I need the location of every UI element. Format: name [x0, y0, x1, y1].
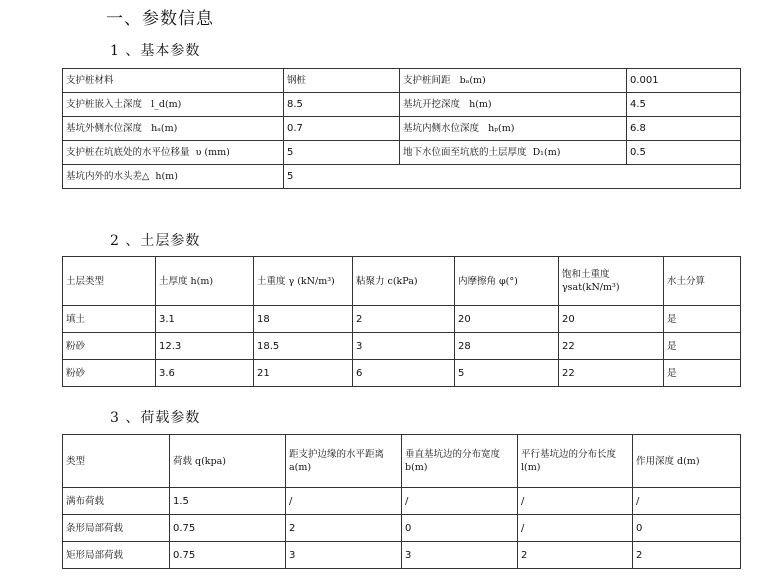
- value-cell: 5: [284, 141, 400, 165]
- table-cell: 0: [402, 515, 518, 542]
- table-cell: 是: [664, 360, 741, 387]
- value-cell: 8.5: [284, 93, 400, 117]
- table-cell: 是: [664, 333, 741, 360]
- unit-text: D₁(m): [532, 147, 561, 158]
- table-row: [63, 333, 741, 360]
- table-cell: 粉砂: [63, 333, 156, 360]
- table-cell: 2: [518, 542, 633, 569]
- table-row: [63, 117, 741, 141]
- table-cell: 22: [559, 333, 664, 360]
- table-cell: 3.6: [156, 360, 254, 387]
- table-cell: /: [518, 515, 633, 542]
- table-cell: 是: [664, 306, 741, 333]
- table-cell: 20: [455, 306, 559, 333]
- column-header: 粘聚力 c(kPa): [353, 257, 455, 306]
- unit-text: hₐ(m): [151, 123, 178, 134]
- column-header: 饱和土重度 γsat(kN/m³): [559, 257, 664, 306]
- unit-text: bₐ(m): [459, 75, 486, 86]
- table-cell: 矩形局部荷载: [63, 542, 170, 569]
- table-cell: 粉砂: [63, 360, 156, 387]
- table-cell: /: [286, 488, 402, 515]
- table-row: [63, 488, 741, 515]
- unit-text: l_d(m): [151, 99, 182, 110]
- table-cell: 3: [353, 333, 455, 360]
- table-cell: 0.75: [170, 542, 286, 569]
- value-cell: 0.7: [284, 117, 400, 141]
- value-cell: 5: [284, 165, 741, 189]
- column-header: 土重度 γ (kN/m³): [254, 257, 353, 306]
- table-cell: 6: [353, 360, 455, 387]
- table-cell: 5: [455, 360, 559, 387]
- table-cell: 22: [559, 360, 664, 387]
- table-header-row: [63, 257, 741, 306]
- basic-params-title: 1 、基本参数: [110, 43, 201, 59]
- table-cell: 填土: [63, 306, 156, 333]
- soil-params-title: 2 、土层参数: [110, 233, 201, 249]
- unit-text: h(m): [155, 171, 178, 182]
- value-cell: 0.001: [627, 69, 741, 93]
- table-row: [63, 542, 741, 569]
- table-cell: /: [402, 488, 518, 515]
- column-header: 土厚度 h(m): [156, 257, 254, 306]
- table-cell: 3: [402, 542, 518, 569]
- label-cell: 支护桩间距 bₐ(m): [400, 69, 627, 93]
- table-row: [63, 360, 741, 387]
- table-cell: 3: [286, 542, 402, 569]
- column-header: 距支护边缘的水平距离 a(m): [286, 435, 402, 488]
- table-cell: 21: [254, 360, 353, 387]
- unit-text: h(m): [469, 99, 492, 110]
- column-header: 类型: [63, 435, 170, 488]
- unit-text: hₚ(m): [488, 123, 515, 134]
- column-header: 荷载 q(kpa): [170, 435, 286, 488]
- table-cell: 0: [633, 515, 741, 542]
- table-row: [63, 69, 741, 93]
- table-cell: 12.3: [156, 333, 254, 360]
- load-params-title: 3 、荷载参数: [110, 410, 201, 426]
- load-params-table: [62, 434, 741, 569]
- label-cell: 支护桩在坑底处的水平位移量 υ (mm): [63, 141, 284, 165]
- table-cell: 18.5: [254, 333, 353, 360]
- basic-params-table: [62, 68, 741, 189]
- label-cell: 支护桩嵌入土深度 l_d(m): [63, 93, 284, 117]
- column-header: 土层类型: [63, 257, 156, 306]
- table-cell: 满布荷载: [63, 488, 170, 515]
- table-row: [63, 165, 741, 189]
- label-cell: 基坑内外的水头差△ h(m): [63, 165, 284, 189]
- label-cell: 基坑开挖深度 h(m): [400, 93, 627, 117]
- table-row: [63, 306, 741, 333]
- value-cell: 0.5: [627, 141, 741, 165]
- table-row: [63, 93, 741, 117]
- table-cell: 2: [286, 515, 402, 542]
- table-cell: /: [633, 488, 741, 515]
- label-cell: 基坑内侧水位深度 hₚ(m): [400, 117, 627, 141]
- table-cell: 1.5: [170, 488, 286, 515]
- column-header: 水土分算: [664, 257, 741, 306]
- table-cell: 18: [254, 306, 353, 333]
- table-cell: /: [518, 488, 633, 515]
- column-header: 平行基坑边的分布长度 l(m): [518, 435, 633, 488]
- value-cell: 钢桩: [284, 69, 400, 93]
- table-cell: 2: [633, 542, 741, 569]
- column-header: 内摩擦角 φ(°): [455, 257, 559, 306]
- table-header-row: [63, 435, 741, 488]
- column-header: 作用深度 d(m): [633, 435, 741, 488]
- table-cell: 20: [559, 306, 664, 333]
- unit-text: υ (mm): [195, 147, 230, 158]
- table-row: [63, 141, 741, 165]
- label-cell: 支护桩材料: [63, 69, 284, 93]
- table-cell: 3.1: [156, 306, 254, 333]
- table-row: [63, 515, 741, 542]
- value-cell: 4.5: [627, 93, 741, 117]
- column-header: 垂直基坑边的分布宽度 b(m): [402, 435, 518, 488]
- section-title: 一、参数信息: [106, 9, 214, 29]
- label-cell: 地下水位面至坑底的土层厚度 D₁(m): [400, 141, 627, 165]
- table-cell: 条形局部荷载: [63, 515, 170, 542]
- table-cell: 0.75: [170, 515, 286, 542]
- value-cell: 6.8: [627, 117, 741, 141]
- label-cell: 基坑外侧水位深度 hₐ(m): [63, 117, 284, 141]
- table-cell: 28: [455, 333, 559, 360]
- table-cell: 2: [353, 306, 455, 333]
- soil-params-table: [62, 256, 741, 387]
